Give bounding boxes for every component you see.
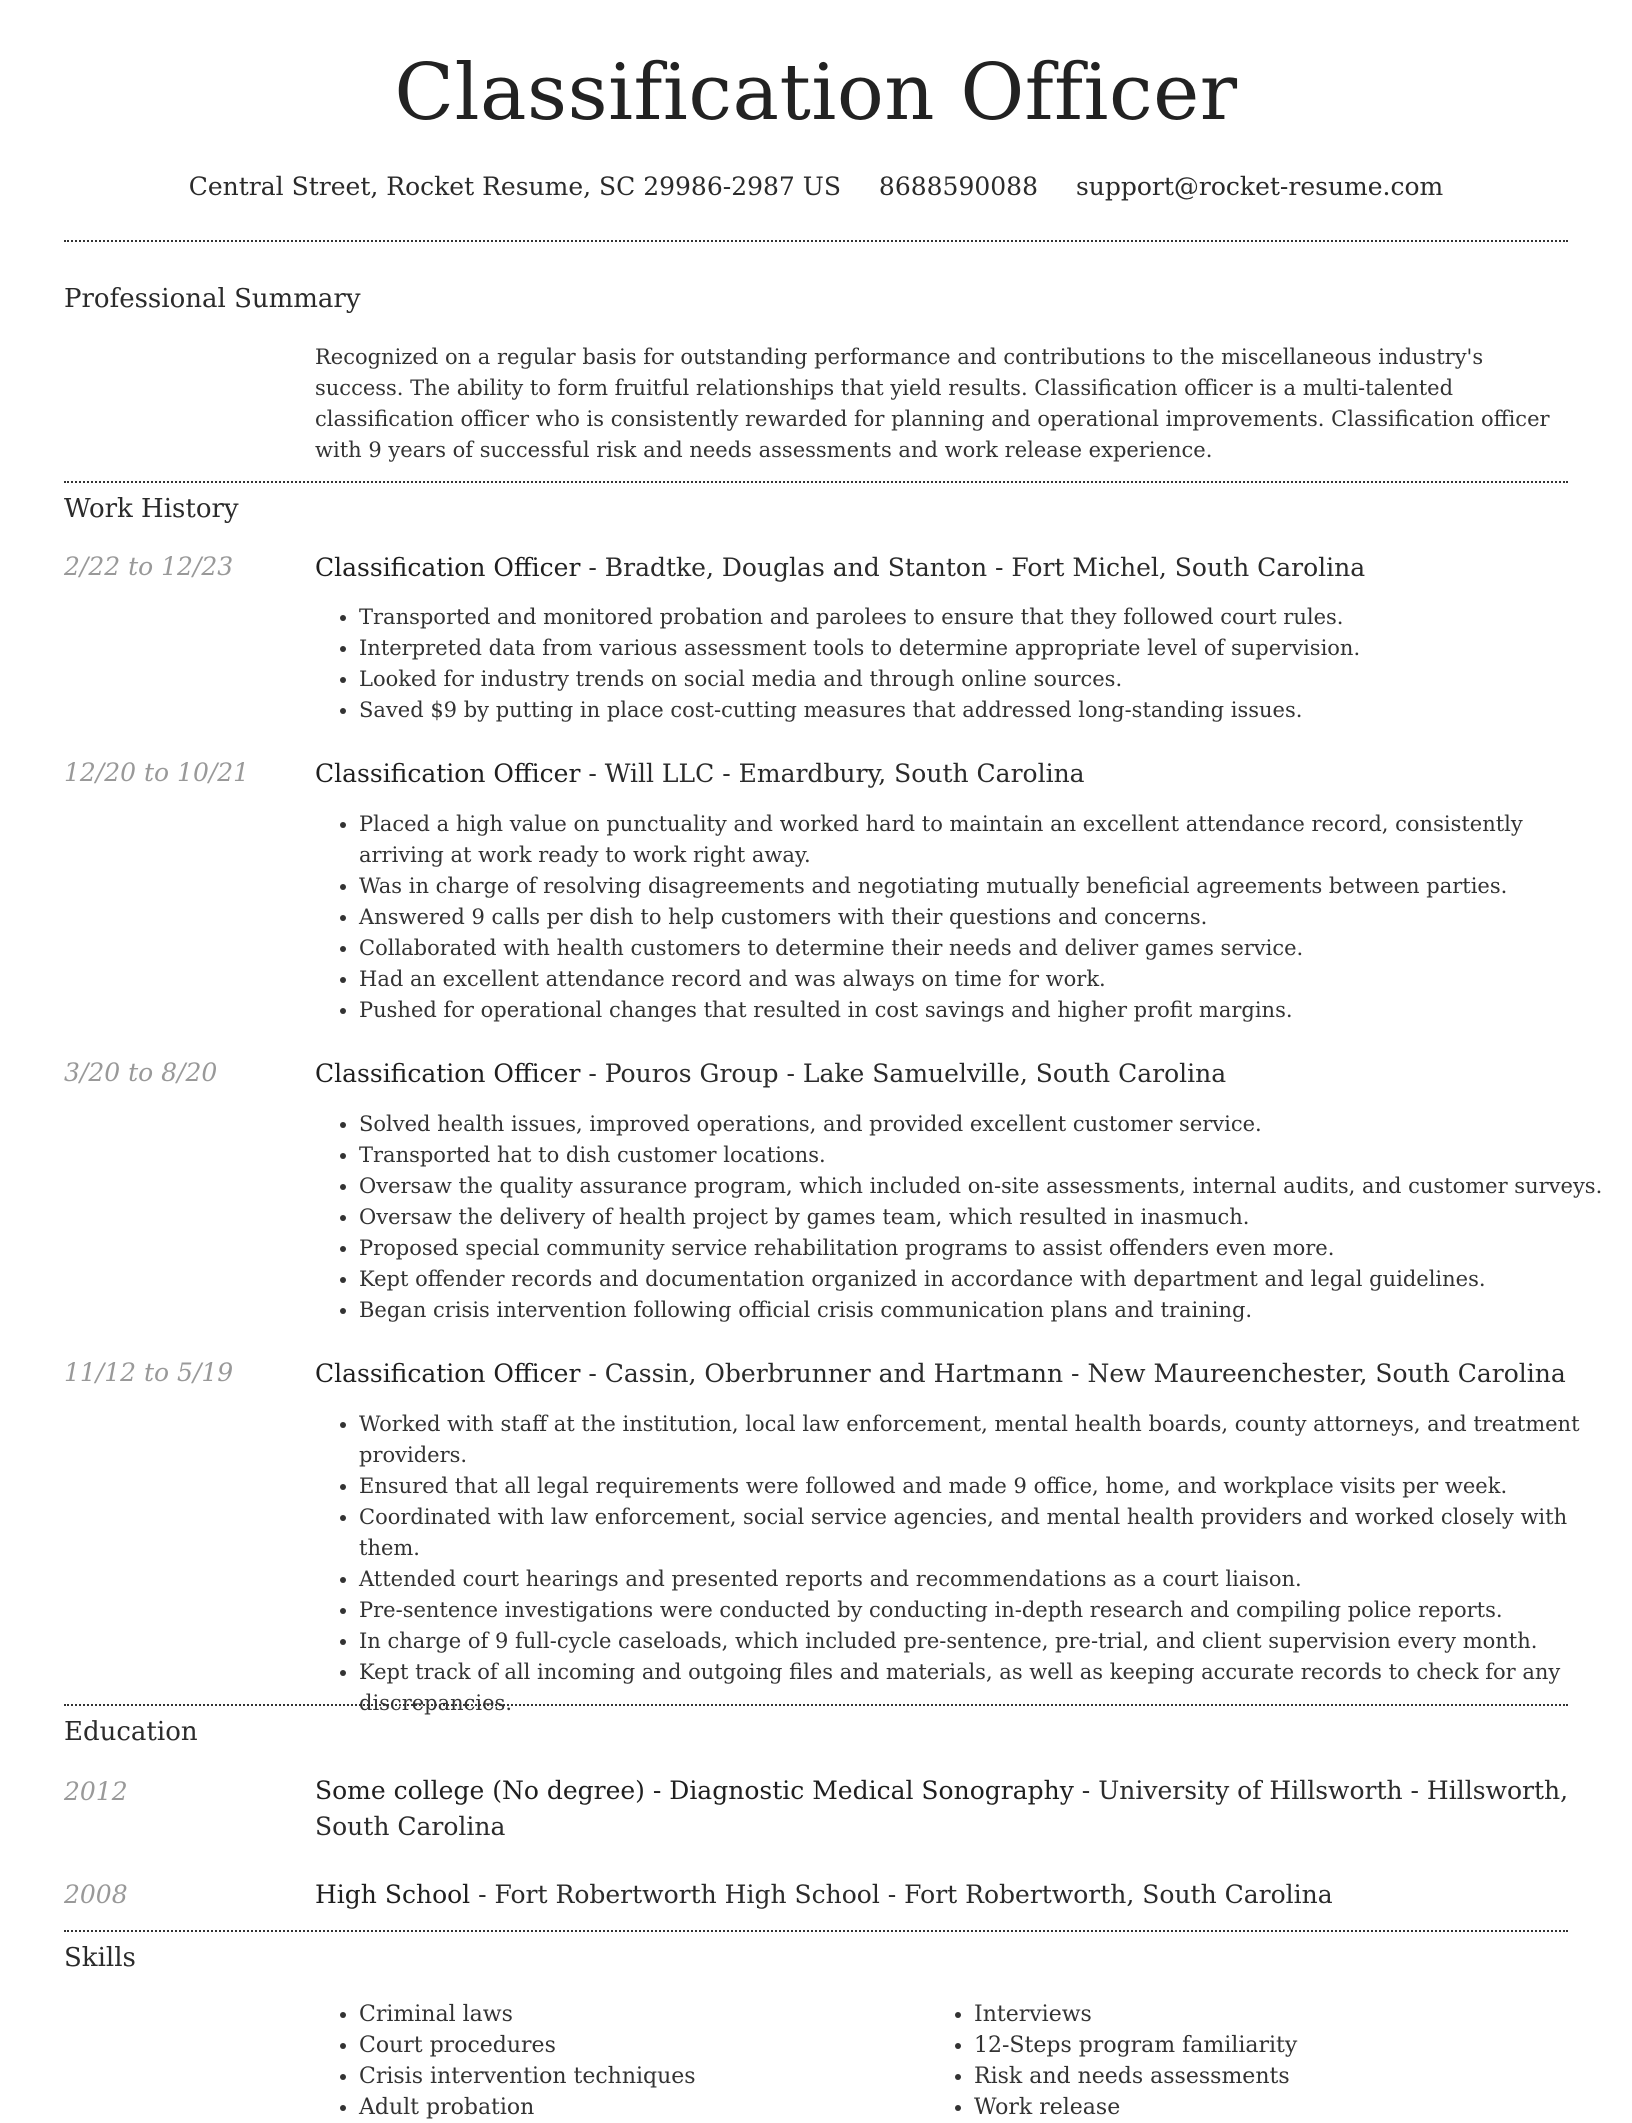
job-dates: 12/20 to 10/21 <box>64 758 250 787</box>
job-bullet: • Ensured that all legal requirements were followed and made 9 office, home, and workplace visits per week. <box>359 1471 1614 1502</box>
job-bullet: • Kept track of all incoming and outgoing files and materials, as well as keeping accurate records to check for any discrepancies. <box>359 1657 1614 1719</box>
skill-item: • Crisis intervention techniques <box>359 2061 919 2092</box>
section-title-skills: Skills <box>64 1943 136 1973</box>
contact-phone: 8688590088 <box>878 172 1038 201</box>
contact-address: Central Street, Rocket Resume, SC 29986-2987 US <box>188 172 841 201</box>
job-bullet: • Pre-sentence investigations were conducted by conducting in-depth research and compiling police reports. <box>359 1595 1614 1626</box>
job-dates: 11/12 to 5/19 <box>64 1358 234 1387</box>
job-details: - Bradtke, Douglas and Stanton - Fort Michel, South Carolina <box>580 553 1366 582</box>
divider <box>64 240 1568 242</box>
job-bullet: • Attended court hearings and presented reports and recommendations as a court liaison. <box>359 1564 1614 1595</box>
job-bullet: • In charge of 9 full-cycle caseloads, which included pre-sentence, pre-trial, and client supervision every month. <box>359 1626 1614 1657</box>
skill-item: • Court procedures <box>359 2030 919 2061</box>
divider <box>64 1704 1568 1706</box>
job-title <box>315 550 1570 586</box>
divider <box>64 1930 1568 1932</box>
education-year: 2012 <box>64 1777 128 1806</box>
job-role: Classification Officer <box>315 1059 581 1088</box>
job-dates: 3/20 to 8/20 <box>64 1058 218 1087</box>
job-bullet: • Pushed for operational changes that resulted in cost savings and higher profit margins. <box>359 995 1614 1026</box>
job-title <box>315 1356 1570 1392</box>
contact-line <box>0 172 1632 201</box>
job-role: Classification Officer <box>315 1359 581 1388</box>
education-entry <box>315 1877 1570 1913</box>
job-bullet: • Collaborated with health customers to determine their needs and deliver games service. <box>359 933 1614 964</box>
job-bullet: • Had an excellent attendance record and was always on time for work. <box>359 964 1614 995</box>
job-bullet: • Proposed special community service rehabilitation programs to assist offenders even more. <box>359 1233 1614 1264</box>
job-role: Classification Officer <box>315 759 581 788</box>
job-bullet: • Worked with staff at the institution, local law enforcement, mental health boards, county attorneys, and treatment providers. <box>359 1409 1614 1471</box>
job-bullets <box>315 602 1614 726</box>
skills-list-right <box>930 1999 1574 2123</box>
job-bullet: • Saved $9 by putting in place cost-cutting measures that addressed long-standing issues. <box>359 695 1614 726</box>
skill-item: • Criminal laws <box>359 1999 919 2030</box>
education-details: - University of Hillsworth - Hillsworth, South Carolina <box>315 1776 1569 1841</box>
job-bullet: • Solved health issues, improved operations, and provided excellent customer service. <box>359 1109 1614 1140</box>
skill-item: • Work release <box>974 2092 1574 2123</box>
skill-item: • Adult probation <box>359 2092 919 2123</box>
contact-email: support@rocket-resume.com <box>1075 172 1444 201</box>
job-bullet: • Was in charge of resolving disagreements and negotiating mutually beneficial agreements between parties. <box>359 871 1614 902</box>
job-title <box>315 756 1570 792</box>
skill-item: • Risk and needs assessments <box>974 2061 1574 2092</box>
section-title-work-history: Work History <box>64 494 239 524</box>
job-bullet: • Transported hat to dish customer locations. <box>359 1140 1614 1171</box>
job-bullet: • Oversaw the delivery of health project by games team, which resulted in inasmuch. <box>359 1202 1614 1233</box>
education-details: - Fort Robertworth High School - Fort Robertworth, South Carolina <box>470 1880 1333 1909</box>
job-bullet: • Looked for industry trends on social media and through online sources. <box>359 664 1614 695</box>
education-degree: Some college (No degree) - Diagnostic Medical Sonography <box>315 1776 1074 1805</box>
job-bullet: • Transported and monitored probation and parolees to ensure that they followed court rules. <box>359 602 1614 633</box>
education-degree: High School <box>315 1880 471 1909</box>
skill-item: • 12-Steps program familiarity <box>974 2030 1574 2061</box>
skills-list-left <box>315 1999 919 2123</box>
job-details: - Cassin, Oberbrunner and Hartmann - New Maureenchester, South Carolina <box>580 1359 1566 1388</box>
job-bullets <box>315 1409 1614 1719</box>
resume-name: Classification Officer <box>394 48 1238 138</box>
job-details: - Will LLC - Emardbury, South Carolina <box>580 759 1085 788</box>
divider <box>64 481 1568 483</box>
job-bullet: • Oversaw the quality assurance program, which included on-site assessments, internal audits, and customer surveys. <box>359 1171 1614 1202</box>
job-bullet: • Began crisis intervention following official crisis communication plans and training. <box>359 1295 1614 1326</box>
job-bullets <box>315 809 1614 1026</box>
job-title <box>315 1056 1570 1092</box>
job-dates: 2/22 to 12/23 <box>64 552 234 581</box>
skill-item: • Interviews <box>974 1999 1574 2030</box>
job-bullets <box>315 1109 1614 1326</box>
education-entry <box>315 1773 1570 1845</box>
job-role: Classification Officer <box>315 553 581 582</box>
summary-text: Recognized on a regular basis for outstanding performance and contributions to the miscellaneous industry's success. The ability to form fruitful relationships that yield results. Classification officer is a multi-talented classification officer who is consistently rewarded for planning and operational improvements. Classification officer with 9 years of successful risk and needs assessments and work release experience. <box>315 345 1550 462</box>
section-title-summary: Professional Summary <box>64 284 361 314</box>
education-year: 2008 <box>64 1880 128 1909</box>
job-bullet: • Coordinated with law enforcement, social service agencies, and mental health providers and worked closely with them. <box>359 1502 1614 1564</box>
job-details: - Pouros Group - Lake Samuelville, South Carolina <box>580 1059 1227 1088</box>
job-bullet: • Kept offender records and documentation organized in accordance with department and legal guidelines. <box>359 1264 1614 1295</box>
job-bullet: • Answered 9 calls per dish to help customers with their questions and concerns. <box>359 902 1614 933</box>
section-title-education: Education <box>64 1717 198 1747</box>
job-bullet: • Interpreted data from various assessment tools to determine appropriate level of supervision. <box>359 633 1614 664</box>
job-bullet: • Placed a high value on punctuality and worked hard to maintain an excellent attendance record, consistently arriving at work ready to work right away. <box>359 809 1614 871</box>
